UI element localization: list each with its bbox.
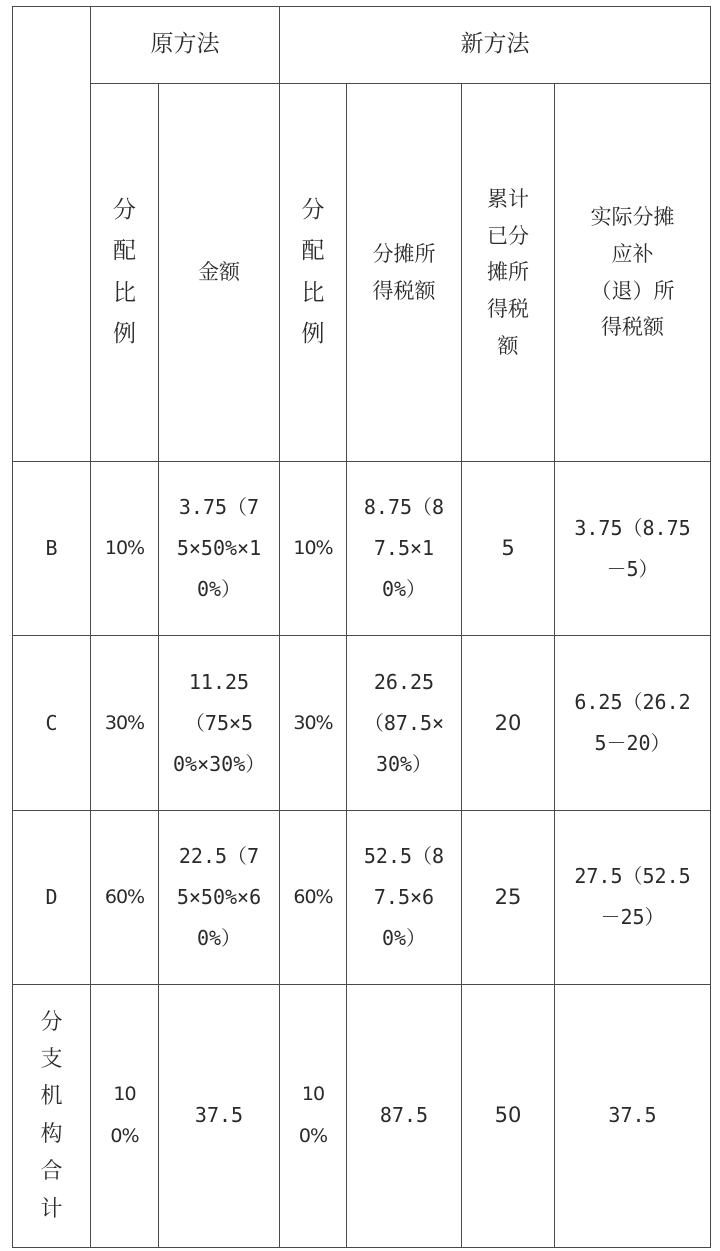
header-allocated-tax-text: 分摊所得税额 [372,241,436,303]
cell-allocated-tax [347,636,462,810]
header-row-columns [13,84,711,462]
cell-allocated-tax [347,462,462,636]
header-actual-adjust-text: 实际分摊应补（退）所得税额 [590,205,675,340]
cell-cumulative: 5 [462,462,555,636]
total-cumulative: 50 [462,984,555,1247]
cell-actual-adjust [555,810,711,984]
cell-amount [159,636,280,810]
header-ratio-new [280,84,347,462]
table-row [13,462,711,636]
cell-ratio-new: 10% [280,462,347,636]
total-ratio-new [280,984,347,1247]
header-cumulative-allocated [462,84,555,462]
cell-amount-text: 11.25（75×50%×30%） [173,669,266,776]
total-ratio-original [91,984,159,1247]
total-ratio-new-text: 100% [298,1083,328,1147]
total-label-text: 分支机构合计 [40,1009,63,1222]
cell-actual-adjust-text: 27.5（52.5－25） [574,864,691,930]
header-cumulative-allocated-text: 累计已分摊所得税额 [487,186,529,358]
total-label [13,984,91,1247]
cell-actual-adjust-text: 3.75（8.75－5） [574,515,691,581]
cell-ratio-new: 30% [280,636,347,810]
tax-allocation-table [12,6,711,1248]
corner-cell [13,7,91,462]
header-original-method: 原方法 [91,7,280,84]
cell-ratio-original: 60% [91,810,159,984]
row-label: D [13,810,91,984]
cell-actual-adjust-text: 6.25（26.25－20） [574,690,691,756]
cell-ratio-original: 10% [91,462,159,636]
total-ratio-original-text: 100% [110,1083,139,1147]
table-row [13,636,711,810]
header-amount: 金额 [159,84,280,462]
row-label: B [13,462,91,636]
cell-amount-text: 22.5（75×50%×60%） [176,843,262,950]
cell-ratio-original: 30% [91,636,159,810]
cell-allocated-tax-text: 8.75（87.5×10%） [363,495,445,602]
cell-actual-adjust [555,462,711,636]
tax-allocation-table-wrapper [12,6,710,1248]
header-row-groups [13,7,711,84]
cell-allocated-tax-text: 26.25（87.5×30%） [363,669,445,776]
cell-actual-adjust [555,636,711,810]
cell-ratio-new: 60% [280,810,347,984]
row-label: C [13,636,91,810]
header-ratio-original-text: 分配比例 [112,196,136,348]
cell-amount [159,810,280,984]
header-new-method: 新方法 [280,7,711,84]
total-allocated-tax: 87.5 [347,984,462,1247]
cell-cumulative: 25 [462,810,555,984]
total-row [13,984,711,1247]
cell-amount [159,462,280,636]
table-row [13,810,711,984]
total-actual-adjust: 37.5 [555,984,711,1247]
header-allocated-tax [347,84,462,462]
header-ratio-original [91,84,159,462]
cell-allocated-tax-text: 52.5（87.5×60%） [363,843,445,950]
header-actual-adjust [555,84,711,462]
total-amount: 37.5 [159,984,280,1247]
cell-allocated-tax [347,810,462,984]
cell-cumulative: 20 [462,636,555,810]
cell-amount-text: 3.75（75×50%×10%） [176,495,262,602]
header-ratio-new-text: 分配比例 [301,196,325,348]
